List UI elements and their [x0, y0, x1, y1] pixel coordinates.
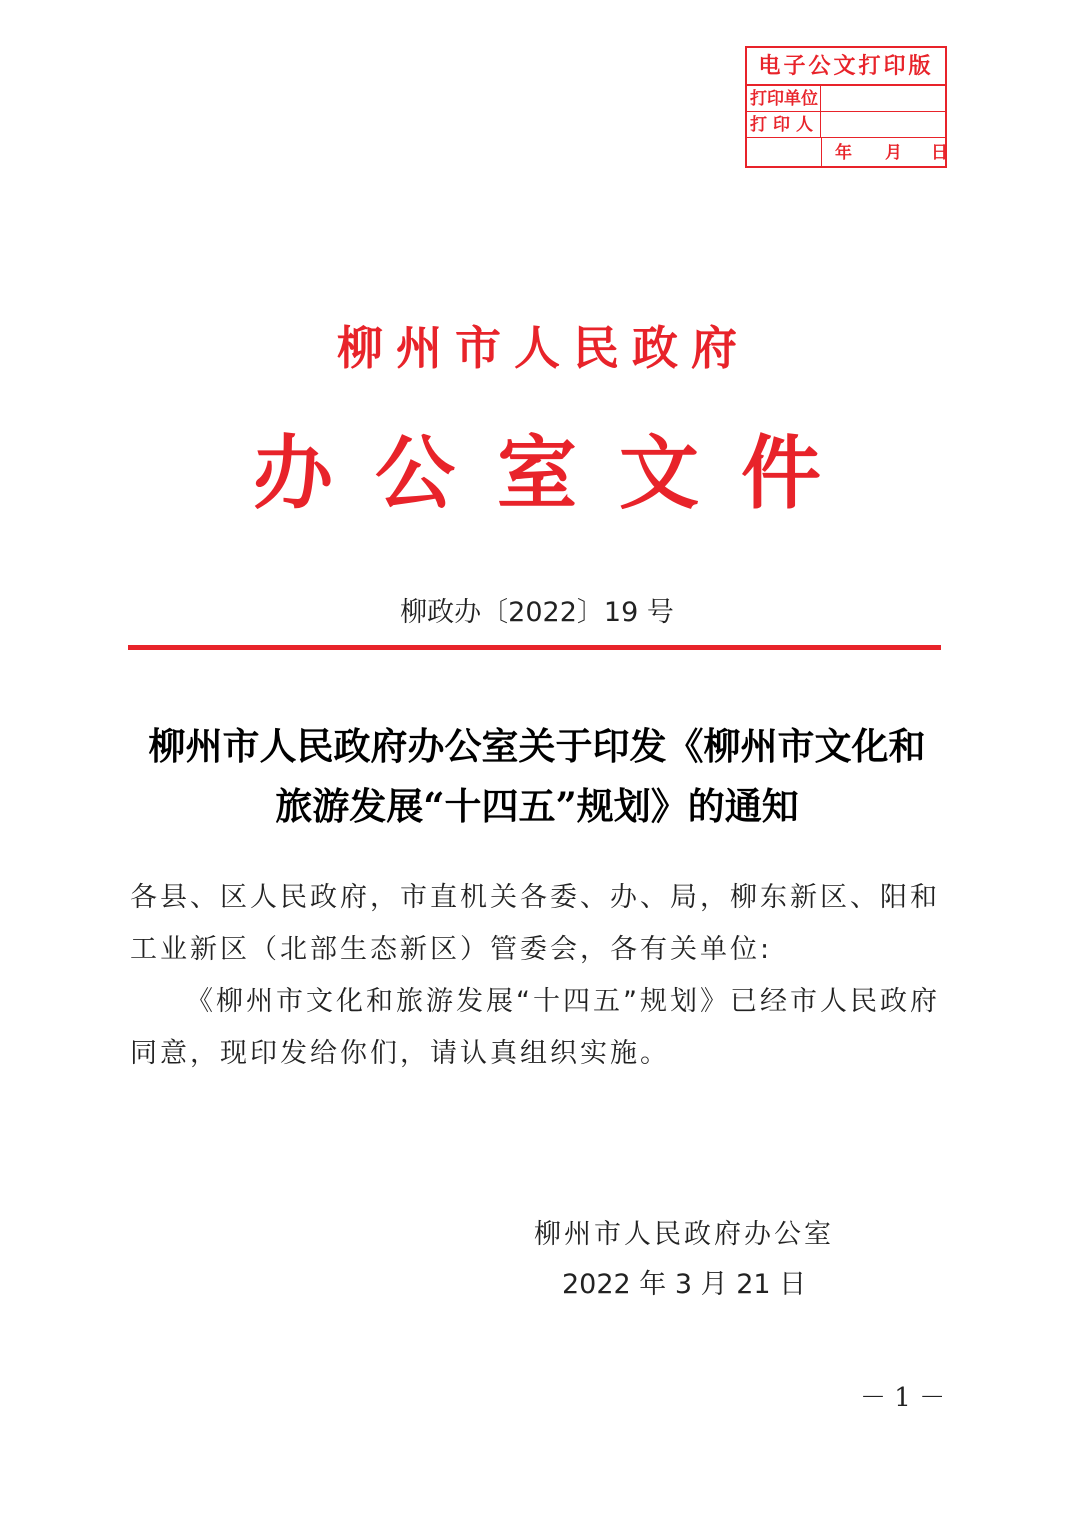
- document-title: [100, 716, 974, 836]
- stamp-title: 电子公文打印版: [747, 48, 945, 86]
- stamp-date-row: [747, 138, 948, 168]
- stamp-printer-row: [747, 112, 945, 138]
- document-number: 柳政办〔2022〕19 号: [400, 597, 674, 628]
- content-paragraph: 《柳州市文化和旅游发展“十四五”规划》已经市人民政府同意，现印发给你们，请认真组织实施。: [130, 986, 940, 1069]
- recipients-paragraph: 各县、区人民政府，市直机关各委、办、局，柳东新区、阳和工业新区（北部生态新区）管委会，各有关单位:: [130, 882, 940, 965]
- stamp-year-label: 年: [835, 143, 852, 163]
- stamp-print-unit-label: 打印单位: [747, 86, 821, 111]
- stamp-print-unit-row: [747, 86, 945, 112]
- signature-date: 2022 年 3 月 21 日: [562, 1269, 807, 1300]
- document-title-line-1: 柳州市人民政府办公室关于印发《柳州市文化和: [148, 724, 926, 768]
- print-stamp: [745, 46, 947, 168]
- stamp-month-label: 月: [885, 143, 902, 163]
- stamp-printer-label: 打印人: [747, 112, 821, 137]
- letterhead-issuer: 柳州市人民政府: [337, 321, 750, 375]
- stamp-date-parts: [821, 138, 948, 168]
- document-title-line-2: 旅游发展“十四五”规划》的通知: [275, 784, 799, 828]
- red-separator-line: [128, 645, 941, 650]
- stamp-day-label: 日: [931, 143, 948, 163]
- document-body: [130, 872, 942, 1080]
- signature-organization: 柳州市人民政府办公室: [534, 1219, 834, 1250]
- page-number: － 1 －: [860, 1383, 946, 1413]
- letterhead-doc-type: 办公室文件: [253, 426, 863, 520]
